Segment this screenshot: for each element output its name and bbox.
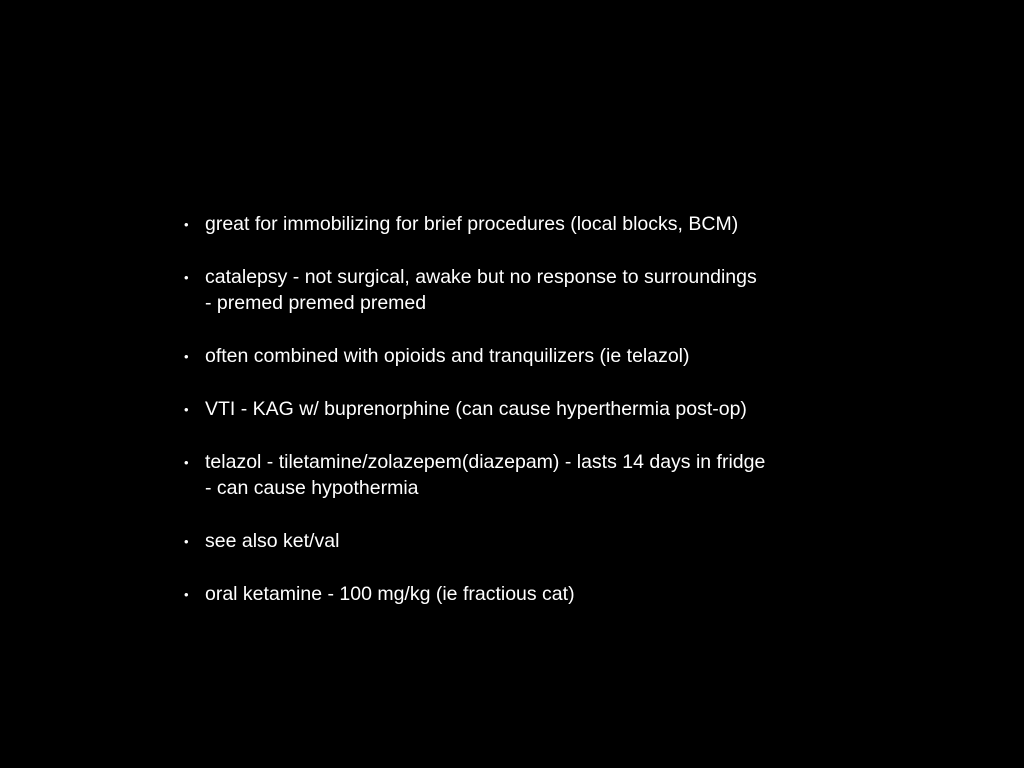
- bullet-icon: •: [184, 270, 189, 285]
- bullet-item-immobilizing: [183, 211, 883, 237]
- bullet-text: see also ket/val: [205, 530, 340, 552]
- bullet-item-combined: [183, 343, 883, 369]
- bullet-icon: •: [184, 587, 189, 602]
- bullet-item-oral-ketamine: [183, 581, 883, 607]
- bullet-text: telazol - tiletamine/zolazepem(diazepam) - lasts 14 days in fridge: [205, 451, 766, 473]
- bullet-icon: •: [184, 534, 189, 549]
- bullet-subtext: - can cause hypothermia: [205, 477, 419, 499]
- bullet-subtext: - premed premed premed: [205, 292, 427, 314]
- bullet-item-vti: [183, 396, 883, 422]
- bullet-item-catalepsy: [183, 264, 883, 316]
- bullet-list: [183, 211, 883, 634]
- bullet-icon: •: [184, 349, 189, 364]
- bullet-text: great for immobilizing for brief procedures (local blocks, BCM): [205, 213, 739, 235]
- bullet-icon: •: [184, 217, 189, 232]
- bullet-text: oral ketamine - 100 mg/kg (ie fractious cat): [205, 583, 575, 605]
- bullet-text: VTI - KAG w/ buprenorphine (can cause hyperthermia post-op): [205, 398, 747, 420]
- bullet-text: often combined with opioids and tranquilizers (ie telazol): [205, 345, 690, 367]
- bullet-icon: •: [184, 455, 189, 470]
- bullet-item-telazol: [183, 449, 883, 501]
- bullet-item-see-also: [183, 528, 883, 554]
- bullet-text: catalepsy - not surgical, awake but no response to surroundings: [205, 266, 757, 288]
- bullet-icon: •: [184, 402, 189, 417]
